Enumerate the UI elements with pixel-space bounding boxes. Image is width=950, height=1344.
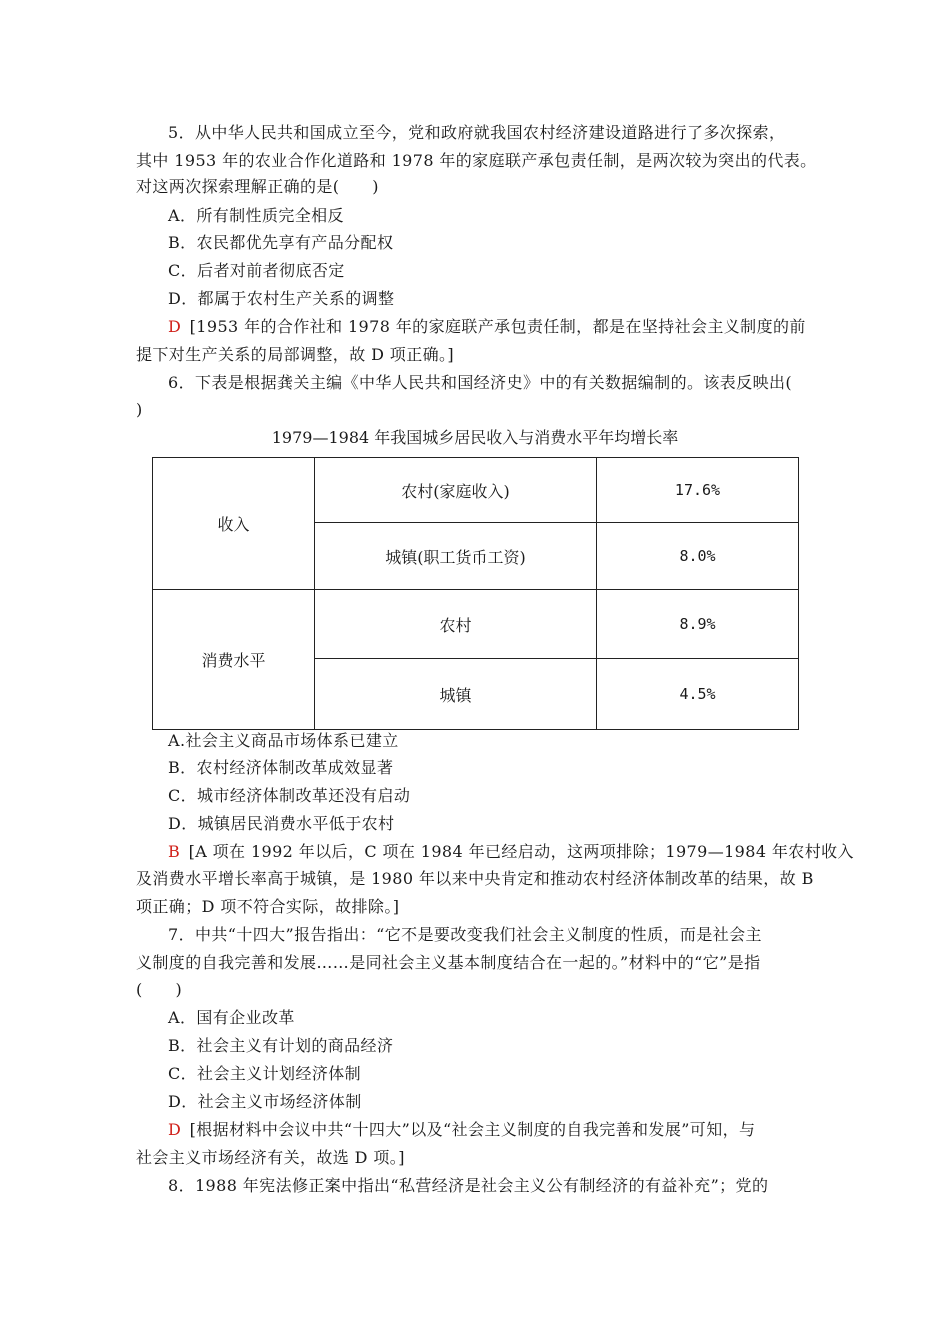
q7-answer: D — [168, 1120, 182, 1139]
q7-answer-line — [168, 1119, 755, 1141]
table-cell-value: 17.6% — [597, 458, 799, 523]
q7-option-c: C．社会主义计划经济体制 — [168, 1064, 362, 1083]
q6-option-b: B．农村经济体制改革成效显著 — [168, 758, 394, 777]
q7-stem-line-2: 义制度的自我完善和发展……是同社会主义基本制度结合在一起的。”材料中的“它”是指 — [136, 953, 761, 972]
q6-option-c: C．城市经济体制改革还没有启动 — [168, 786, 411, 805]
q5-option-b: B．农民都优先享有产品分配权 — [168, 233, 394, 252]
q5-explanation-line-2: 提下对生产关系的局部调整，故 D 项正确。] — [136, 345, 455, 364]
table-row — [153, 458, 799, 523]
table-cell-item: 农村(家庭收入) — [315, 458, 597, 523]
q7-explanation-line-2: 社会主义市场经济有关，故选 D 项。] — [136, 1148, 405, 1167]
q7-stem-line-3: ( ) — [136, 980, 183, 999]
q6-explanation-line-1: [A 项在 1992 年以后，C 项在 1984 年已经启动，这两项排除；1979—1984 年农村收入 — [188, 842, 854, 861]
q6-option-a: A.社会主义商品市场体系已建立 — [168, 731, 399, 750]
q5-explanation-line-1: [1953 年的合作社和 1978 年的家庭联产承包责任制，都是在坚持社会主义制度的前 — [189, 317, 806, 336]
q5-stem-line-3: 对这两次探索理解正确的是( ) — [136, 177, 379, 196]
q5-stem-line-1: 5．从中华人民共和国成立至今，党和政府就我国农村经济建设道路进行了多次探索， — [168, 123, 786, 142]
table-caption: 1979—1984 年我国城乡居民收入与消费水平年均增长率 — [271, 428, 679, 447]
table-cell-value: 4.5% — [597, 659, 799, 730]
q7-option-a: A．国有企业改革 — [168, 1008, 295, 1027]
q6-answer-line — [168, 841, 854, 863]
table-cell-value: 8.9% — [597, 590, 799, 659]
q5-option-a: A．所有制性质完全相反 — [168, 206, 344, 225]
q8-stem-line-1: 8．1988 年宪法修正案中指出“私营经济是社会主义公有制经济的有益补充”；党的 — [168, 1176, 769, 1195]
q5-option-c: C．后者对前者彻底否定 — [168, 261, 345, 280]
growth-rate-table — [152, 457, 799, 730]
q6-option-d: D．城镇居民消费水平低于农村 — [168, 814, 395, 833]
q6-explanation-line-2: 及消费水平增长率高于城镇，是 1980 年以来中央肯定和推动农村经济体制改革的结果，故 B — [136, 869, 814, 888]
table-cell-value: 8.0% — [597, 523, 799, 590]
q6-stem-line-2: ) — [136, 400, 143, 419]
q7-stem-line-1: 7．中共“十四大”报告指出：“它不是要改变我们社会主义制度的性质，而是社会主 — [168, 925, 762, 944]
q6-answer: B — [168, 842, 181, 861]
table-cell-item: 农村 — [315, 590, 597, 659]
table-cell-item: 城镇(职工货币工资) — [315, 523, 597, 590]
q6-stem-line-1: 6．下表是根据龚关主编《中华人民共和国经济史》中的有关数据编制的。该表反映出( — [168, 373, 793, 392]
table-cell-item: 城镇 — [315, 659, 597, 730]
q5-stem-line-2: 其中 1953 年的农业合作化道路和 1978 年的家庭联产承包责任制，是两次较为突出的代表。 — [136, 151, 817, 170]
q5-answer-line — [168, 316, 806, 338]
q5-answer: D — [168, 317, 182, 336]
table-row — [153, 590, 799, 659]
q6-explanation-line-3: 项正确；D 项不符合实际，故排除。] — [136, 897, 400, 916]
q7-explanation-line-1: [根据材料中会议中共“十四大”以及“社会主义制度的自我完善和发展”可知，与 — [189, 1120, 756, 1139]
group-label-income: 收入 — [153, 458, 315, 590]
q7-option-b: B．社会主义有计划的商品经济 — [168, 1036, 394, 1055]
group-label-consumption: 消费水平 — [153, 590, 315, 730]
q5-option-d: D．都属于农村生产关系的调整 — [168, 289, 395, 308]
q7-option-d: D．社会主义市场经济体制 — [168, 1092, 362, 1111]
